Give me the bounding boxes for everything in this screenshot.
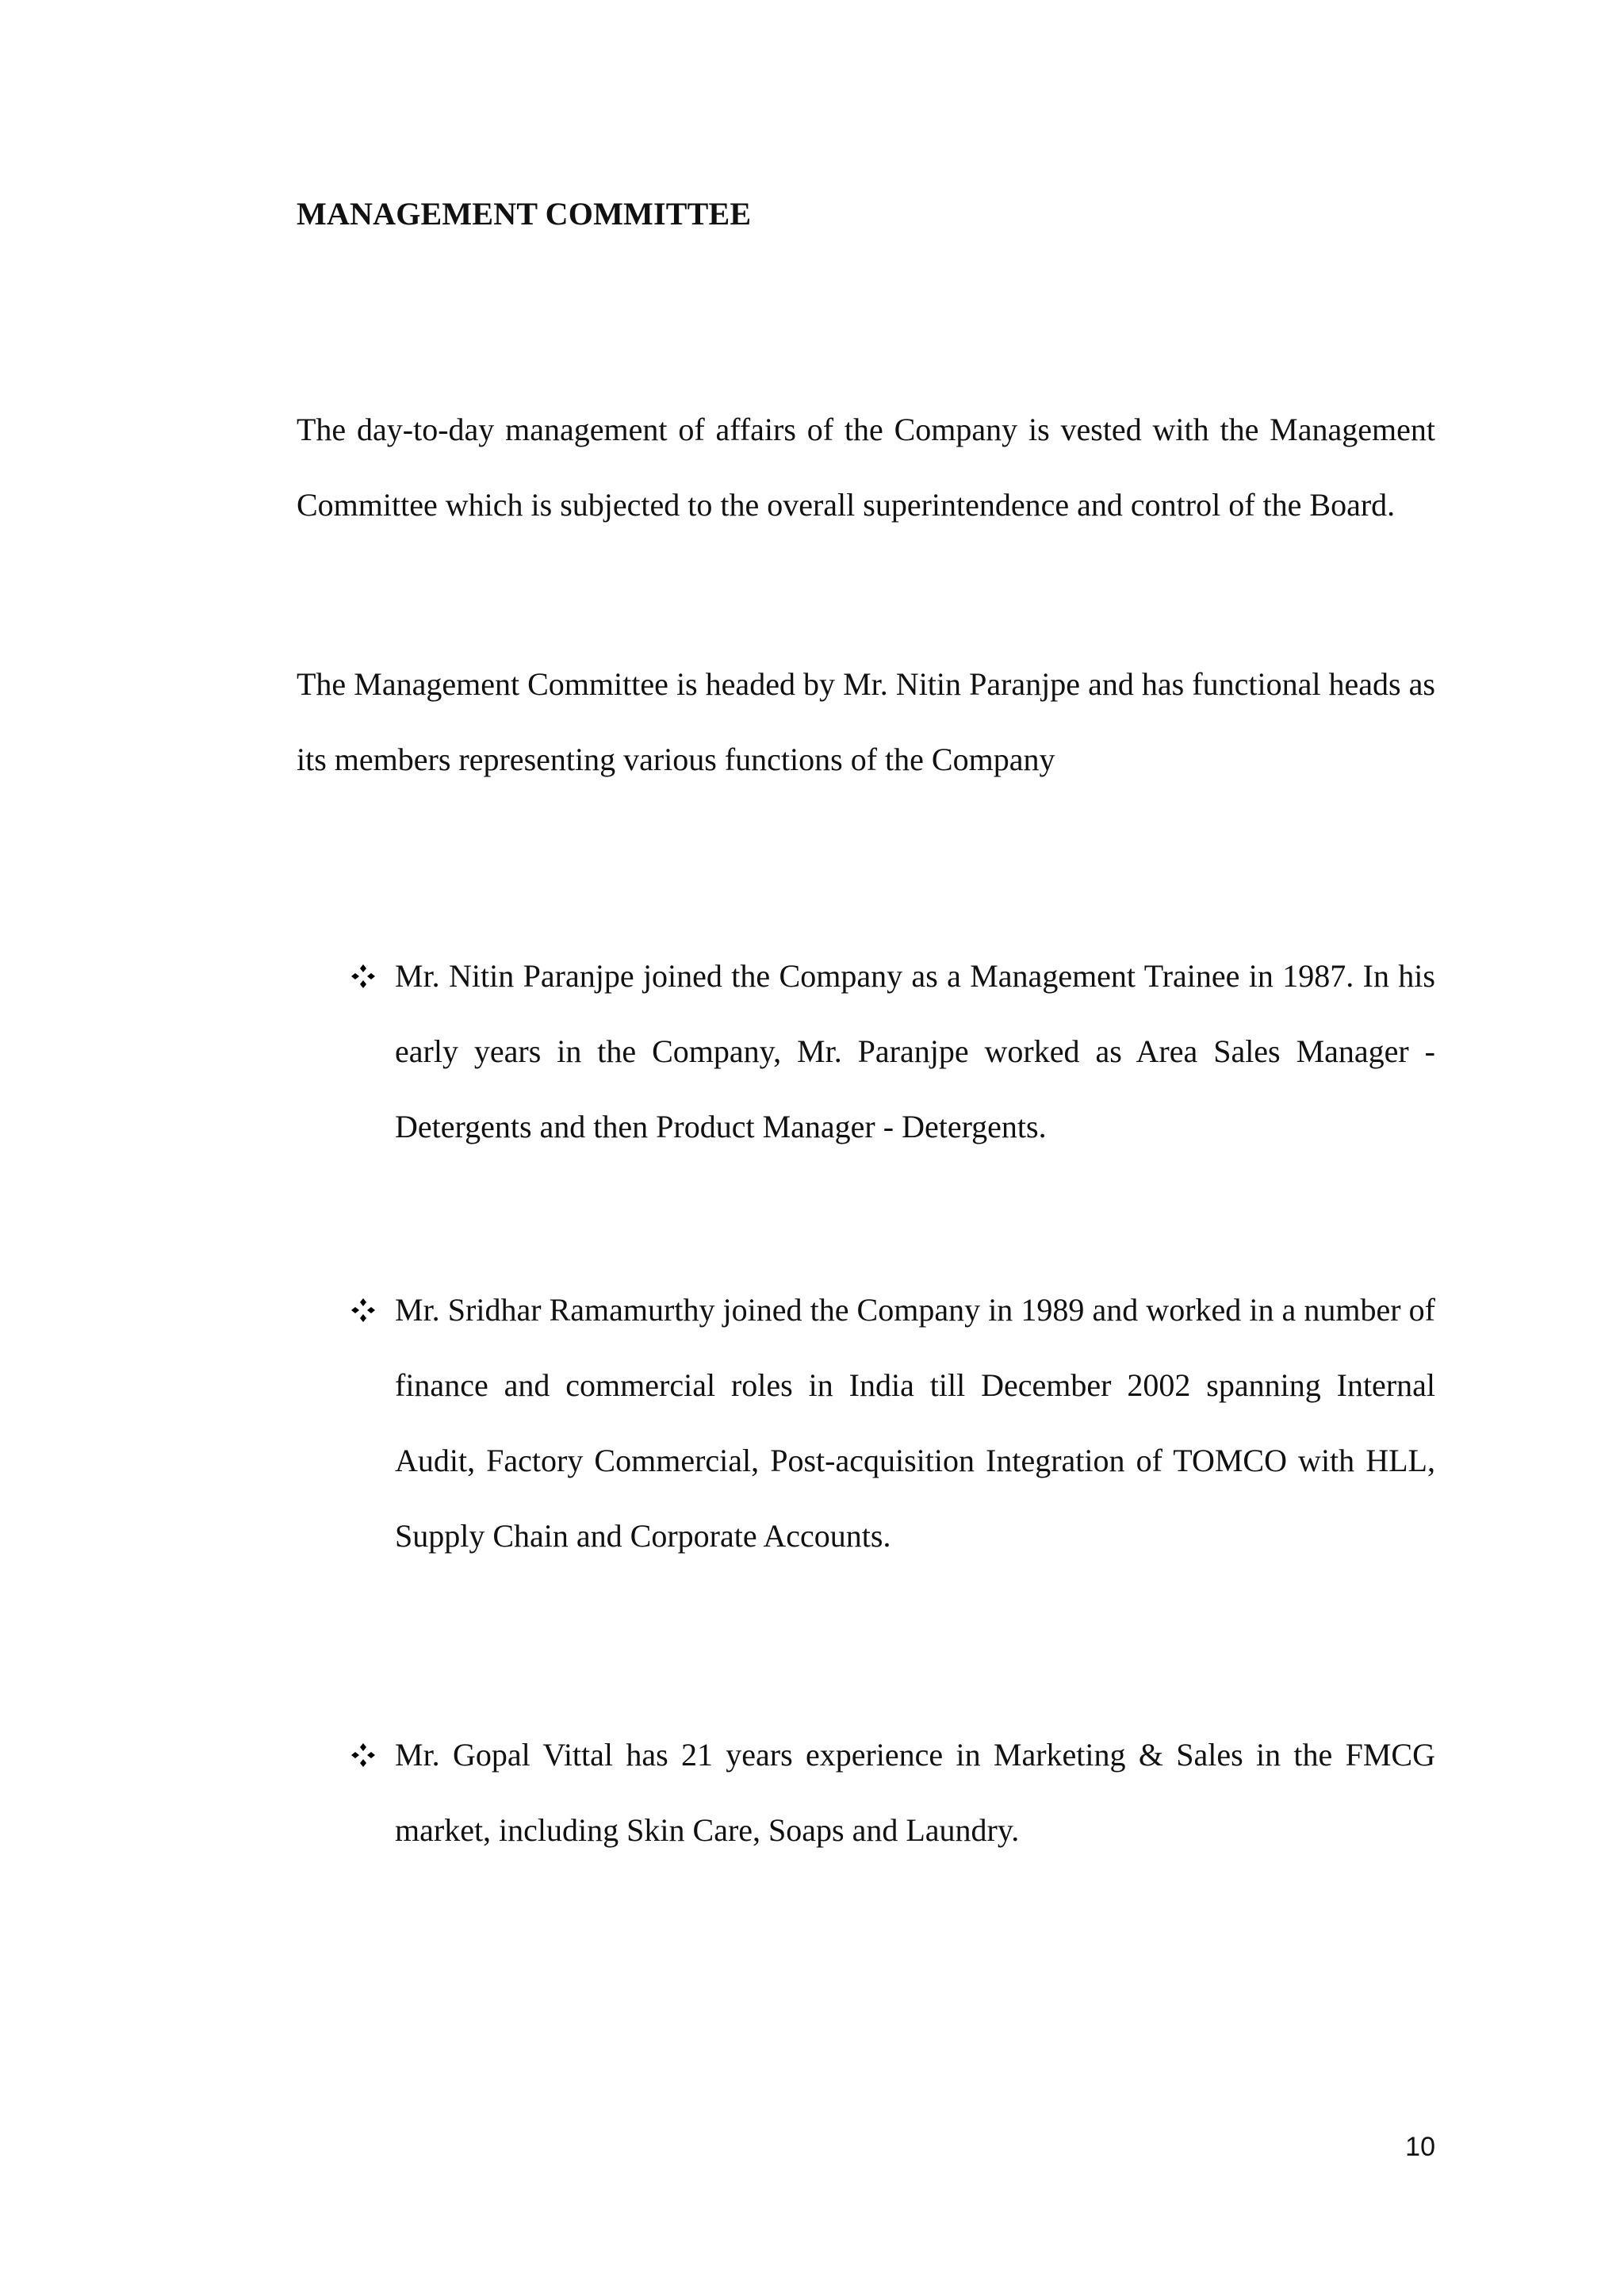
paragraph-headed-by: The Management Committee is headed by Mr. Nitin Paranjpe and has functional heads as its members representing various functions of the Company (297, 666, 1435, 777)
page-title: MANAGEMENT COMMITTEE (297, 196, 752, 232)
four-diamond-bullet-icon (347, 1717, 379, 1792)
list-item-text: Mr. Sridhar Ramamurthy joined the Company in 1989 and worked in a number of finance and commercial roles in India till December 2002 spanning Internal Audit, Factory Commercial, Post-acquisition Integration of TOMCO with HLL, Supply Chain and Corporate Accounts. (395, 1292, 1435, 1554)
four-diamond-bullet-icon (347, 1272, 379, 1347)
paragraph-intro: The day-to-day management of affairs of the Company is vested with the Management Committee which is subjected to the overall superintendence and control of the Board. (297, 412, 1435, 523)
page-number: 10 (1405, 2132, 1435, 2162)
four-diamond-bullet-icon (347, 938, 379, 1014)
list-item-text: Mr. Gopal Vittal has 21 years experience in Marketing & Sales in the FMCG market, including Skin Care, Soaps and Laundry. (395, 1737, 1435, 1848)
list-item-text: Mr. Nitin Paranjpe joined the Company as a Management Trainee in 1987. In his early years in the Company, Mr. Paranjpe worked as Area Sales Manager - Detergents and then Product Manager - Detergents. (395, 958, 1435, 1144)
